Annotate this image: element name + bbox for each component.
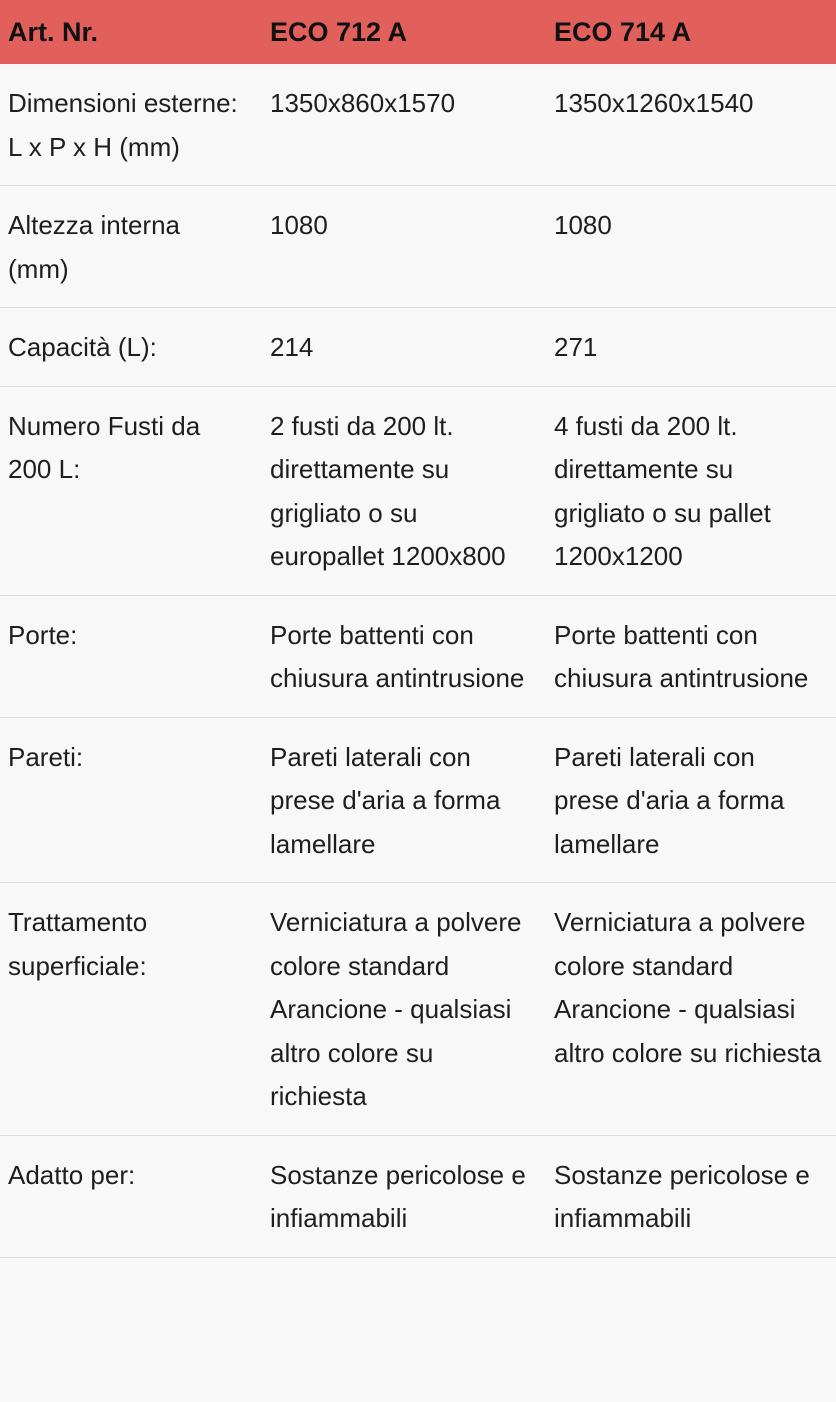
cell-eco-714-a: 1080 (546, 186, 836, 308)
row-altezza-interna (0, 186, 836, 308)
row-label: Dimensioni esterne: L x P x H (mm) (0, 64, 262, 186)
table-header (0, 0, 836, 64)
row-label: Porte: (0, 595, 262, 717)
cell-eco-712-a: 1350x860x1570 (262, 64, 546, 186)
table-body (0, 64, 836, 1257)
cell-eco-712-a: Verniciatura a polvere colore standard Arancione - qualsiasi altro colore su richiesta (262, 883, 546, 1136)
row-dimensioni-esterne (0, 64, 836, 186)
row-trattamento-superficiale (0, 883, 836, 1136)
row-adatto-per (0, 1135, 836, 1257)
cell-eco-712-a: 1080 (262, 186, 546, 308)
cell-eco-712-a: Pareti laterali con prese d'aria a forma lamellare (262, 717, 546, 883)
header-article-number: Art. Nr. (0, 0, 262, 64)
row-label: Adatto per: (0, 1135, 262, 1257)
cell-eco-712-a: Sostanze pericolose e infiammabili (262, 1135, 546, 1257)
row-label: Pareti: (0, 717, 262, 883)
row-label: Altezza interna (mm) (0, 186, 262, 308)
cell-eco-714-a: Porte battenti con chiusura antintrusione (546, 595, 836, 717)
cell-eco-712-a: 214 (262, 308, 546, 387)
cell-eco-714-a: Sostanze pericolose e infiammabili (546, 1135, 836, 1257)
cell-eco-714-a: 4 fusti da 200 lt. direttamente su grigliato o su pallet 1200x1200 (546, 386, 836, 595)
row-pareti (0, 717, 836, 883)
header-eco-714-a: ECO 714 A (546, 0, 836, 64)
row-porte (0, 595, 836, 717)
row-label: Numero Fusti da 200 L: (0, 386, 262, 595)
cell-eco-712-a: Porte battenti con chiusura antintrusione (262, 595, 546, 717)
row-label: Trattamento superficiale: (0, 883, 262, 1136)
row-capacita (0, 308, 836, 387)
row-numero-fusti (0, 386, 836, 595)
header-eco-712-a: ECO 712 A (262, 0, 546, 64)
row-label: Capacità (L): (0, 308, 262, 387)
cell-eco-714-a: 1350x1260x1540 (546, 64, 836, 186)
cell-eco-714-a: Pareti laterali con prese d'aria a forma lamellare (546, 717, 836, 883)
cell-eco-714-a: Verniciatura a polvere colore standard Arancione - qualsiasi altro colore su richiesta (546, 883, 836, 1136)
header-row (0, 0, 836, 64)
cell-eco-714-a: 271 (546, 308, 836, 387)
cell-eco-712-a: 2 fusti da 200 lt. direttamente su grigliato o su europallet 1200x800 (262, 386, 546, 595)
